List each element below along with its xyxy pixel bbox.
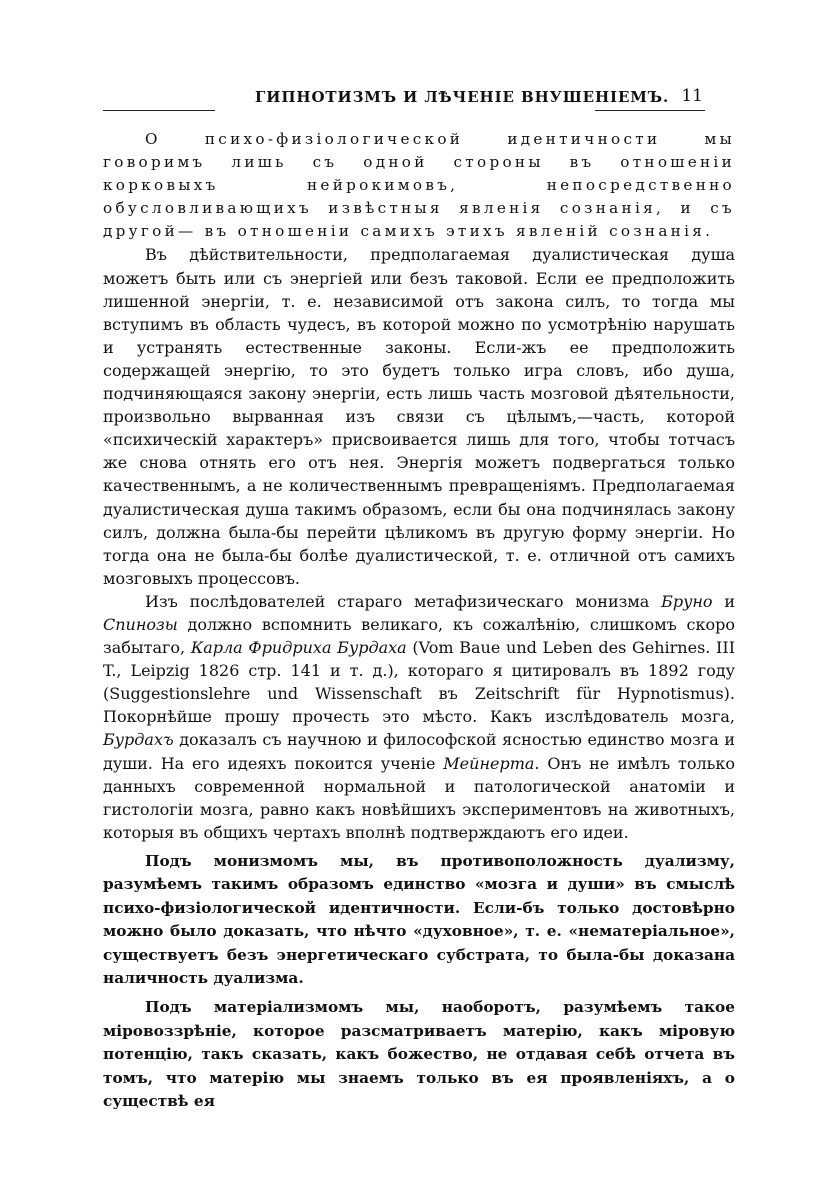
text-segment: Онъ не имѣлъ только данныхъ современной нормальной и патологической анатоміи и гистологіи мозга, равно какъ новѣйшихъ экспериментовъ на животныхъ, которыя въ общихъ чертахъ вполнѣ подтверждаютъ его идеи. [103, 753, 735, 842]
name-spinoza: Спинозы [103, 614, 178, 634]
paragraph-dualistic-soul: Въ дѣйствительности, предполагаемая дуалистическая душа можетъ быть или съ энергіей или безъ таковой. Если ее предположить лишенной энергіи, т. е. независимой отъ закона силъ, то тогда мы вступимъ въ область чудесъ, въ которой можно по усмотрѣнію нарушать и устранять естественные законы. Если-жъ ее предположить содержащей энергію, то это будетъ только игра словъ, ибо душа, подчиняющаяся закону энергіи, есть лишь часть мозговой дѣятельности, произвольно вырванная изъ связи съ цѣлымъ,—часть, которой «психическій характеръ» присвоивается лишь для того, чтобы тотчасъ же снова отнять его отъ нея. Энергія можетъ подвергаться только качественнымъ, а не количественнымъ превращеніямъ. Предполагаемая дуалистическая душа такимъ образомъ, если бы она подчинялась закону силъ, должна была-бы перейти цѣликомъ въ другую форму энергіи. Но тогда она не была-бы болѣе дуалистической, т. е. отличной отъ самихъ мозговыхъ процессовъ. [103, 245, 735, 588]
name-meynert: Мейнерта. [443, 753, 540, 773]
paragraph-metaphysical-monism [103, 590, 735, 844]
running-title: ГИПНОТИЗМЪ И ЛѢЧЕНІЕ ВНУШЕНІЕМЪ. [255, 88, 670, 106]
text-segment: доказалъ съ научною и философской ясностью единство мозга и души. На его идеяхъ покоится ученіе [103, 730, 736, 773]
text-segment: (Vom Baue und Leben des Gehirnes. III T., Leipzig 1826 стр. 141 и т. д.), котораго я цитировалъ въ 1892 году (Suggestionslehre und Wissenschaft въ Zeitschrift für Hypnotismus). Покорнѣйше прошу прочесть это мѣсто. Какъ изслѣдователь мозга, [103, 638, 736, 727]
page-number: 11 [681, 86, 703, 106]
text-segment: и [724, 591, 735, 611]
paragraph-psychophysiological-identity: О психо-физіологической идентичности мы говоримъ лишь съ одной стороны въ отношеніи корковыхъ нейрокимовъ, непосредственно обусловливающихъ извѣстныя явленія сознанія, и съ другой— въ отношеніи самихъ этихъ явленій сознанія. [103, 130, 735, 241]
name-bruno: Бруно [661, 591, 713, 611]
name-burdach-full: Карла Фридриха Бурдаха [190, 638, 407, 658]
paragraph-materialism-definition: Подъ матеріализмомъ мы, наоборотъ, разумѣемъ такое міровоззрѣніе, которое разсматриваетъ матерію, какъ міровую потенцію, такъ сказать, какъ божество, не отдавая себѣ отчета въ томъ, что матерію мы знаемъ только въ ея проявленіяхъ, а о существѣ ея [103, 998, 735, 1110]
body-text [103, 128, 735, 1113]
paragraph-monism-definition: Подъ монизмомъ мы, въ противоположность дуализму, разумѣемъ такимъ образомъ единство «мозга и души» въ смыслѣ психо-физіологической идентичности. Если-бъ только достовѣрно можно было доказать, что нѣчто «духовное», т. е. «нематеріальное», существуетъ безъ энергетическаго субстрата, то была-бы доказана наличность дуализма. [103, 851, 735, 987]
page-header [103, 88, 735, 114]
book-page [103, 0, 735, 1191]
name-burdach: Бурдахъ [103, 730, 174, 750]
text-segment: Изъ послѣдователей стараго метафизическаго монизма [145, 591, 650, 611]
header-rule-right [595, 110, 705, 111]
header-rule-left [103, 110, 215, 111]
text-segment: должно вспомнить великаго, къ сожалѣнію, слишкомъ скоро забытаго, [103, 614, 735, 658]
